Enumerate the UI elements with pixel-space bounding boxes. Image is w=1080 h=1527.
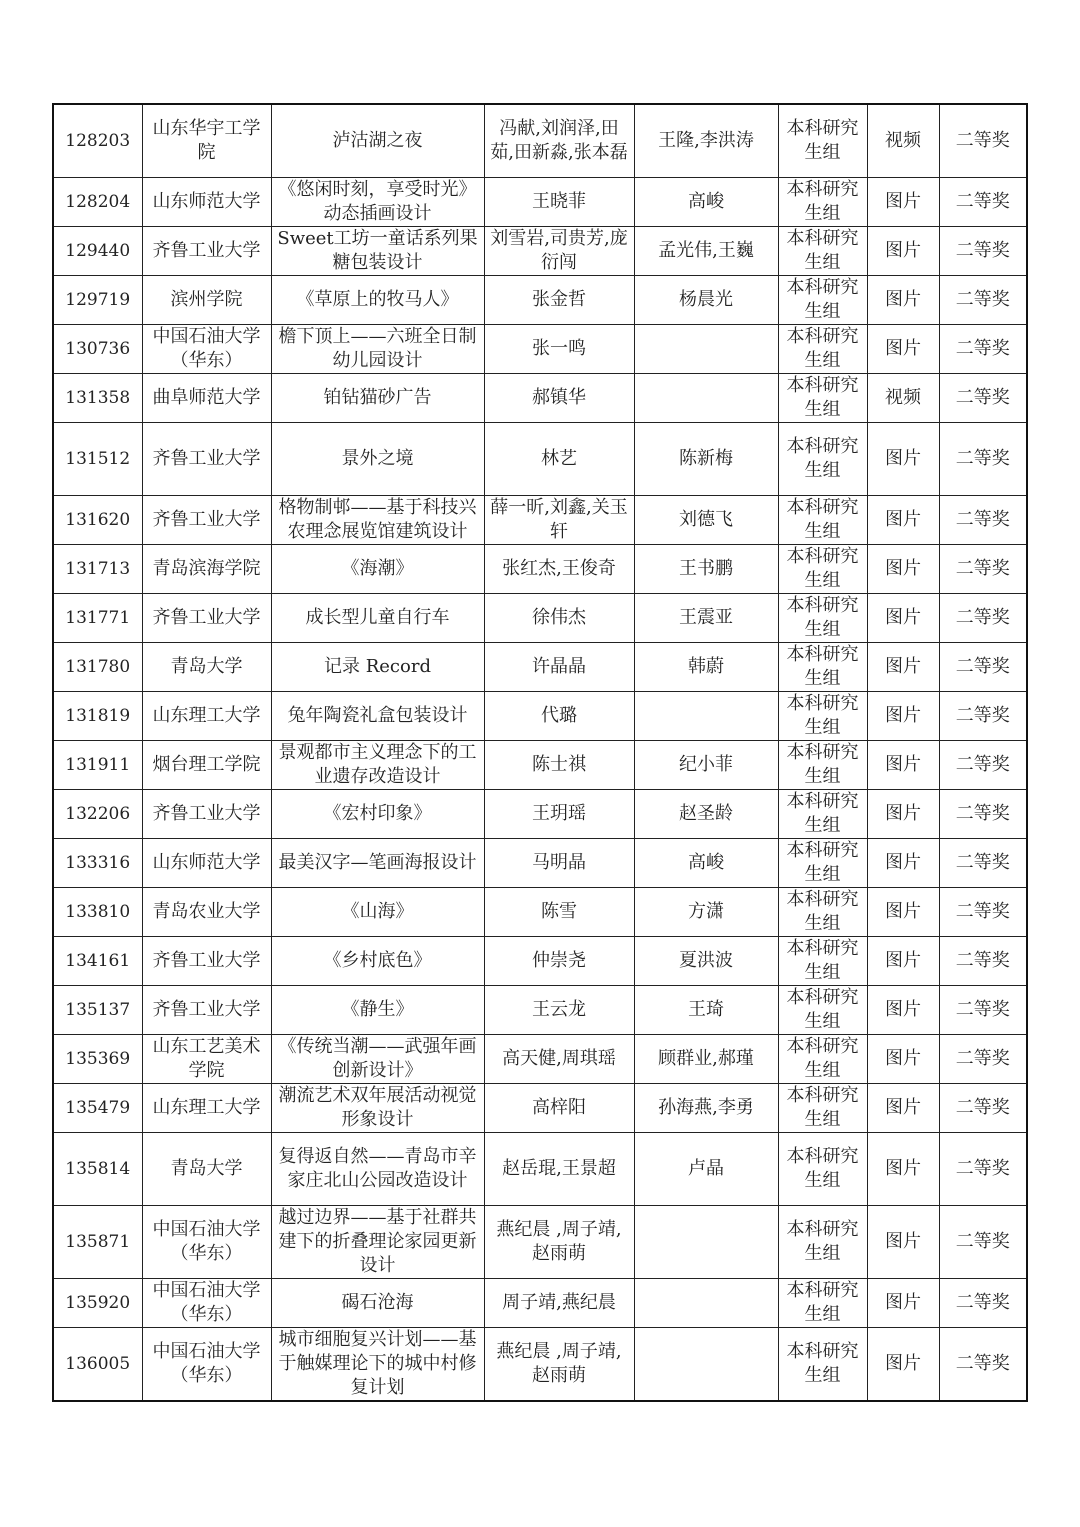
- cell-work-title: 最美汉字—笔画海报设计: [271, 839, 484, 888]
- cell-advisors: 王震亚: [634, 594, 778, 643]
- cell-school: 齐鲁工业大学: [142, 594, 271, 643]
- cell-work-title: 格物制邨——基于科技兴农理念展览馆建筑设计: [271, 496, 484, 545]
- cell-advisors: 王书鹏: [634, 545, 778, 594]
- cell-award: 二等奖: [939, 423, 1027, 496]
- cell-work-title: 檐下顶上——六班全日制幼儿园设计: [271, 325, 484, 374]
- cell-authors: 刘雪岩,司贵芳,庞衍闯: [484, 227, 634, 276]
- cell-school: 齐鲁工业大学: [142, 986, 271, 1035]
- cell-authors: 燕纪晨 ,周子靖,赵雨萌: [484, 1328, 634, 1402]
- cell-award: 二等奖: [939, 227, 1027, 276]
- cell-school: 齐鲁工业大学: [142, 937, 271, 986]
- cell-school: 中国石油大学（华东）: [142, 1206, 271, 1279]
- cell-group: 本科研究生组: [778, 178, 867, 227]
- cell-award: 二等奖: [939, 839, 1027, 888]
- cell-category: 图片: [867, 643, 939, 692]
- cell-group: 本科研究生组: [778, 1328, 867, 1402]
- cell-group: 本科研究生组: [778, 545, 867, 594]
- cell-school: 齐鲁工业大学: [142, 423, 271, 496]
- cell-advisors: 高峻: [634, 178, 778, 227]
- cell-group: 本科研究生组: [778, 104, 867, 178]
- cell-category: 图片: [867, 227, 939, 276]
- cell-category: 图片: [867, 1279, 939, 1328]
- cell-advisors: [634, 325, 778, 374]
- cell-award: 二等奖: [939, 1206, 1027, 1279]
- cell-category: 图片: [867, 937, 939, 986]
- cell-category: 图片: [867, 1133, 939, 1206]
- cell-group: 本科研究生组: [778, 594, 867, 643]
- cell-school: 中国石油大学（华东）: [142, 325, 271, 374]
- cell-entry-id: 130736: [53, 325, 142, 374]
- cell-entry-id: 134161: [53, 937, 142, 986]
- cell-award: 二等奖: [939, 1328, 1027, 1402]
- cell-authors: 冯献,刘润泽,田茹,田新淼,张本磊: [484, 104, 634, 178]
- cell-authors: 林艺: [484, 423, 634, 496]
- cell-work-title: 《山海》: [271, 888, 484, 937]
- cell-school: 山东工艺美术学院: [142, 1035, 271, 1084]
- cell-advisors: 王琦: [634, 986, 778, 1035]
- table-row: [53, 594, 1027, 643]
- cell-award: 二等奖: [939, 790, 1027, 839]
- cell-group: 本科研究生组: [778, 839, 867, 888]
- cell-authors: 陈雪: [484, 888, 634, 937]
- cell-authors: 许晶晶: [484, 643, 634, 692]
- cell-award: 二等奖: [939, 986, 1027, 1035]
- cell-category: 视频: [867, 104, 939, 178]
- cell-entry-id: 135479: [53, 1084, 142, 1133]
- cell-category: 图片: [867, 496, 939, 545]
- table-row: [53, 741, 1027, 790]
- cell-group: 本科研究生组: [778, 1206, 867, 1279]
- cell-entry-id: 133810: [53, 888, 142, 937]
- cell-work-title: 景观都市主义理念下的工业遗存改造设计: [271, 741, 484, 790]
- cell-work-title: 景外之境: [271, 423, 484, 496]
- cell-school: 山东师范大学: [142, 839, 271, 888]
- cell-group: 本科研究生组: [778, 325, 867, 374]
- cell-entry-id: 128203: [53, 104, 142, 178]
- table-row: [53, 986, 1027, 1035]
- cell-award: 二等奖: [939, 1279, 1027, 1328]
- cell-advisors: 夏洪波: [634, 937, 778, 986]
- cell-school: 山东理工大学: [142, 1084, 271, 1133]
- cell-work-title: 泸沽湖之夜: [271, 104, 484, 178]
- table-row: [53, 1035, 1027, 1084]
- cell-authors: 张红杰,王俊奇: [484, 545, 634, 594]
- cell-award: 二等奖: [939, 1084, 1027, 1133]
- cell-category: 图片: [867, 276, 939, 325]
- cell-entry-id: 131620: [53, 496, 142, 545]
- cell-work-title: 《乡村底色》: [271, 937, 484, 986]
- cell-work-title: 潮流艺术双年展活动视觉形象设计: [271, 1084, 484, 1133]
- cell-award: 二等奖: [939, 104, 1027, 178]
- cell-entry-id: 135137: [53, 986, 142, 1035]
- cell-authors: 代璐: [484, 692, 634, 741]
- table-row: [53, 888, 1027, 937]
- cell-entry-id: 131819: [53, 692, 142, 741]
- cell-authors: 王晓菲: [484, 178, 634, 227]
- cell-school: 齐鲁工业大学: [142, 790, 271, 839]
- cell-advisors: [634, 1206, 778, 1279]
- cell-work-title: 《悠闲时刻，享受时光》动态插画设计: [271, 178, 484, 227]
- cell-category: 图片: [867, 888, 939, 937]
- cell-entry-id: 131771: [53, 594, 142, 643]
- cell-category: 图片: [867, 594, 939, 643]
- cell-category: 图片: [867, 790, 939, 839]
- cell-entry-id: 131911: [53, 741, 142, 790]
- cell-school: 山东理工大学: [142, 692, 271, 741]
- cell-work-title: 铂钻猫砂广告: [271, 374, 484, 423]
- cell-group: 本科研究生组: [778, 692, 867, 741]
- cell-category: 图片: [867, 741, 939, 790]
- cell-advisors: 纪小菲: [634, 741, 778, 790]
- cell-entry-id: 135871: [53, 1206, 142, 1279]
- cell-school: 烟台理工学院: [142, 741, 271, 790]
- table-row: [53, 374, 1027, 423]
- cell-work-title: 《静生》: [271, 986, 484, 1035]
- cell-group: 本科研究生组: [778, 643, 867, 692]
- cell-award: 二等奖: [939, 325, 1027, 374]
- cell-award: 二等奖: [939, 643, 1027, 692]
- cell-work-title: Sweet工坊一童话系列果糖包装设计: [271, 227, 484, 276]
- cell-authors: 陈士祺: [484, 741, 634, 790]
- cell-authors: 张一鸣: [484, 325, 634, 374]
- cell-entry-id: 136005: [53, 1328, 142, 1402]
- cell-authors: 徐伟杰: [484, 594, 634, 643]
- cell-group: 本科研究生组: [778, 1035, 867, 1084]
- cell-work-title: 《宏村印象》: [271, 790, 484, 839]
- cell-entry-id: 131780: [53, 643, 142, 692]
- cell-work-title: 城市细胞复兴计划——基于触媒理论下的城中村修复计划: [271, 1328, 484, 1402]
- table-row: [53, 545, 1027, 594]
- table-row: [53, 1279, 1027, 1328]
- cell-work-title: 复得返自然——青岛市辛家庄北山公园改造设计: [271, 1133, 484, 1206]
- cell-award: 二等奖: [939, 545, 1027, 594]
- cell-group: 本科研究生组: [778, 888, 867, 937]
- cell-advisors: 王隆,李洪涛: [634, 104, 778, 178]
- cell-authors: 周子靖,燕纪晨: [484, 1279, 634, 1328]
- cell-award: 二等奖: [939, 1133, 1027, 1206]
- cell-work-title: 成长型儿童自行车: [271, 594, 484, 643]
- table-row: [53, 692, 1027, 741]
- cell-advisors: 孟光伟,王巍: [634, 227, 778, 276]
- cell-school: 中国石油大学（华东）: [142, 1328, 271, 1402]
- cell-advisors: 赵圣龄: [634, 790, 778, 839]
- cell-authors: 郝镇华: [484, 374, 634, 423]
- cell-group: 本科研究生组: [778, 741, 867, 790]
- cell-group: 本科研究生组: [778, 227, 867, 276]
- cell-advisors: 方潇: [634, 888, 778, 937]
- cell-advisors: [634, 374, 778, 423]
- cell-group: 本科研究生组: [778, 790, 867, 839]
- cell-category: 图片: [867, 178, 939, 227]
- cell-award: 二等奖: [939, 178, 1027, 227]
- cell-group: 本科研究生组: [778, 937, 867, 986]
- cell-award: 二等奖: [939, 496, 1027, 545]
- cell-work-title: 越过边界——基于社群共建下的折叠理论家园更新设计: [271, 1206, 484, 1279]
- cell-entry-id: 135920: [53, 1279, 142, 1328]
- cell-entry-id: 135369: [53, 1035, 142, 1084]
- table-row: [53, 1328, 1027, 1402]
- cell-school: 青岛农业大学: [142, 888, 271, 937]
- cell-authors: 赵岳琨,王景超: [484, 1133, 634, 1206]
- cell-authors: 王云龙: [484, 986, 634, 1035]
- cell-category: 图片: [867, 325, 939, 374]
- cell-award: 二等奖: [939, 374, 1027, 423]
- cell-school: 齐鲁工业大学: [142, 227, 271, 276]
- cell-advisors: [634, 1328, 778, 1402]
- cell-school: 中国石油大学（华东）: [142, 1279, 271, 1328]
- cell-award: 二等奖: [939, 888, 1027, 937]
- awards-table: [52, 103, 1028, 1402]
- cell-award: 二等奖: [939, 1035, 1027, 1084]
- cell-advisors: [634, 692, 778, 741]
- cell-entry-id: 131512: [53, 423, 142, 496]
- cell-category: 图片: [867, 1328, 939, 1402]
- cell-work-title: 兔年陶瓷礼盒包装设计: [271, 692, 484, 741]
- cell-award: 二等奖: [939, 692, 1027, 741]
- table-row: [53, 423, 1027, 496]
- cell-award: 二等奖: [939, 937, 1027, 986]
- cell-award: 二等奖: [939, 594, 1027, 643]
- cell-school: 青岛滨海学院: [142, 545, 271, 594]
- cell-advisors: 高峻: [634, 839, 778, 888]
- cell-entry-id: 133316: [53, 839, 142, 888]
- cell-entry-id: 131358: [53, 374, 142, 423]
- table-row: [53, 496, 1027, 545]
- cell-school: 青岛大学: [142, 643, 271, 692]
- cell-school: 山东师范大学: [142, 178, 271, 227]
- cell-authors: 燕纪晨 ,周子靖,赵雨萌: [484, 1206, 634, 1279]
- cell-category: 图片: [867, 1206, 939, 1279]
- cell-authors: 张金哲: [484, 276, 634, 325]
- cell-school: 滨州学院: [142, 276, 271, 325]
- cell-school: 曲阜师范大学: [142, 374, 271, 423]
- table-row: [53, 104, 1027, 178]
- cell-category: 图片: [867, 839, 939, 888]
- cell-group: 本科研究生组: [778, 374, 867, 423]
- cell-advisors: 顾群业,郝瑾: [634, 1035, 778, 1084]
- table-row: [53, 178, 1027, 227]
- cell-entry-id: 132206: [53, 790, 142, 839]
- cell-authors: 仲崇尧: [484, 937, 634, 986]
- cell-school: 齐鲁工业大学: [142, 496, 271, 545]
- cell-entry-id: 129440: [53, 227, 142, 276]
- cell-authors: 薛一昕,刘鑫,关玉轩: [484, 496, 634, 545]
- table-row: [53, 790, 1027, 839]
- cell-group: 本科研究生组: [778, 986, 867, 1035]
- cell-category: 图片: [867, 423, 939, 496]
- table-row: [53, 1133, 1027, 1206]
- cell-advisors: [634, 1279, 778, 1328]
- cell-work-title: 碣石沧海: [271, 1279, 484, 1328]
- cell-authors: 高梓阳: [484, 1084, 634, 1133]
- cell-award: 二等奖: [939, 741, 1027, 790]
- table-row: [53, 937, 1027, 986]
- cell-authors: 高天健,周琪瑶: [484, 1035, 634, 1084]
- cell-authors: 王玥瑶: [484, 790, 634, 839]
- cell-school: 山东华宇工学院: [142, 104, 271, 178]
- table-row: [53, 643, 1027, 692]
- cell-group: 本科研究生组: [778, 276, 867, 325]
- cell-entry-id: 129719: [53, 276, 142, 325]
- cell-advisors: 陈新梅: [634, 423, 778, 496]
- cell-category: 图片: [867, 1084, 939, 1133]
- table-row: [53, 276, 1027, 325]
- table-row: [53, 325, 1027, 374]
- cell-advisors: 杨晨光: [634, 276, 778, 325]
- cell-entry-id: 135814: [53, 1133, 142, 1206]
- cell-group: 本科研究生组: [778, 423, 867, 496]
- cell-advisors: 孙海燕,李勇: [634, 1084, 778, 1133]
- table-row: [53, 1084, 1027, 1133]
- cell-work-title: 《传统当潮——武强年画创新设计》: [271, 1035, 484, 1084]
- cell-advisors: 韩蔚: [634, 643, 778, 692]
- cell-work-title: 《海潮》: [271, 545, 484, 594]
- cell-award: 二等奖: [939, 276, 1027, 325]
- cell-entry-id: 131713: [53, 545, 142, 594]
- cell-category: 视频: [867, 374, 939, 423]
- cell-group: 本科研究生组: [778, 1084, 867, 1133]
- cell-work-title: 记录 Record: [271, 643, 484, 692]
- cell-group: 本科研究生组: [778, 1133, 867, 1206]
- table-row: [53, 839, 1027, 888]
- cell-category: 图片: [867, 1035, 939, 1084]
- cell-authors: 马明晶: [484, 839, 634, 888]
- cell-group: 本科研究生组: [778, 496, 867, 545]
- cell-work-title: 《草原上的牧马人》: [271, 276, 484, 325]
- cell-advisors: 刘德飞: [634, 496, 778, 545]
- table-row: [53, 227, 1027, 276]
- cell-advisors: 卢晶: [634, 1133, 778, 1206]
- cell-entry-id: 128204: [53, 178, 142, 227]
- cell-category: 图片: [867, 986, 939, 1035]
- cell-category: 图片: [867, 545, 939, 594]
- cell-group: 本科研究生组: [778, 1279, 867, 1328]
- cell-school: 青岛大学: [142, 1133, 271, 1206]
- cell-category: 图片: [867, 692, 939, 741]
- table-row: [53, 1206, 1027, 1279]
